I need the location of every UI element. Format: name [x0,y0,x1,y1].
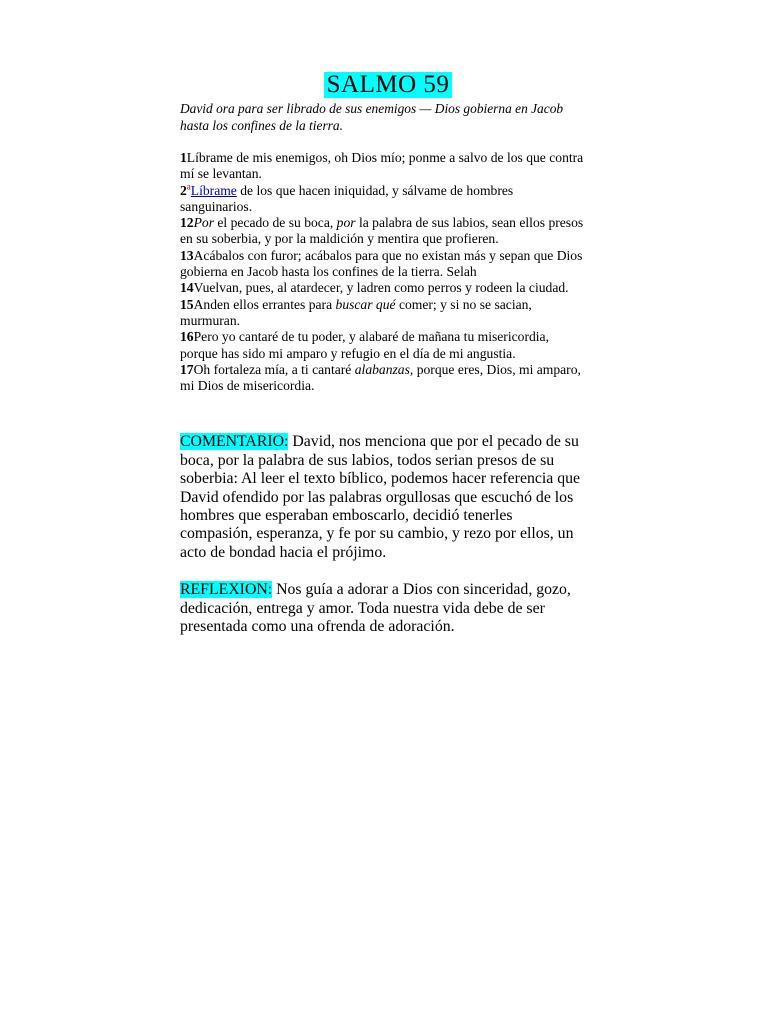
verse-number: 2 [180,182,187,198]
verse-number: 13 [180,247,194,263]
cross-reference-link[interactable]: Líbrame [190,182,237,198]
verse-1 [180,150,588,183]
verse-13 [180,248,588,281]
reflection-paragraph [180,581,588,636]
verse-italic-text: Por [193,215,214,231]
commentary-text: David, nos menciona que por el pecado de su boca, por la palabra de sus labios, todos serian presos de su soberbia: Al leer el texto bíblico, podemos hacer referencia que David ofendido por las palabras orgullosas que escuchó de los hombres que esperaban emboscarlo, decidió tenerles compasión, esperanza, y fe por su cambio, y rezo por ellos, un acto de bondad hacia el prójimo. [180,433,581,561]
verse-number: 14 [180,280,194,296]
verse-text: porque eres, Dios, mi amparo, mi Dios de misericordia. [180,361,581,394]
verse-number: 12 [180,215,194,231]
verse-text: Oh fortaleza mía, a ti cantaré [193,361,355,377]
footnote-marker[interactable]: a [186,181,191,192]
verse-text: de los que hacen iniquidad, y sálvame de hombres sanguinarios. [180,182,514,214]
document-page [180,72,588,637]
title-wrapper [180,72,588,98]
commentary-label: COMENTARIO: [180,433,289,451]
verse-15 [180,297,588,330]
verse-italic-text: buscar qué [335,296,396,312]
verse-16 [180,329,588,362]
verse-text: Vuelvan, pues, al atardecer, y ladren como perros y rodeen la ciudad. [193,280,569,296]
verse-text: comer; y si no se sacian, murmuran. [180,296,532,328]
verse-12 [180,215,588,248]
verse-number: 17 [180,361,194,377]
verse-text: la palabra de sus labios, sean ellos presos en su soberbia, y por la maldición y mentira que profieren. [180,215,584,247]
verse-text: el pecado de su boca, [213,215,337,231]
verse-list [180,150,588,394]
psalm-title: SALMO 59 [324,72,453,98]
commentary-paragraph [180,433,588,562]
verse-text: Líbrame de mis enemigos, oh Dios mío; ponme a salvo de los que contra mí se levantan. [180,150,584,182]
verse-italic-text: por [336,215,356,231]
verse-number: 16 [180,329,194,345]
psalm-summary: David ora para ser librado de sus enemigos — Dios gobierna en Jacob hasta los confines de la tierra. [180,101,564,133]
reflection-label: REFLEXION: [180,581,273,599]
verse-14 [180,280,588,296]
verse-17 [180,362,588,395]
verse-number: 15 [180,296,194,312]
reflection-text: Nos guía a adorar a Dios con sinceridad, gozo, dedicación, entrega y amor. Toda nuestra vida debe de ser presentada como una ofrenda de adoración. [180,581,571,636]
verse-number: 1 [180,150,187,165]
verse-text: Pero yo cantaré de tu poder, y alabaré de mañana tu misericordia, porque has sido mi amparo y refugio en el día de mi angustia. [180,329,549,361]
verse-text: Anden ellos errantes para [193,296,336,312]
verse-2 [180,183,588,216]
verse-text: Acábalos con furor; acábalos para que no existan más y sepan que Dios gobierna en Jacob hasta los confines de la tierra. Selah [180,247,583,280]
verse-italic-text: alabanzas, [354,361,414,377]
